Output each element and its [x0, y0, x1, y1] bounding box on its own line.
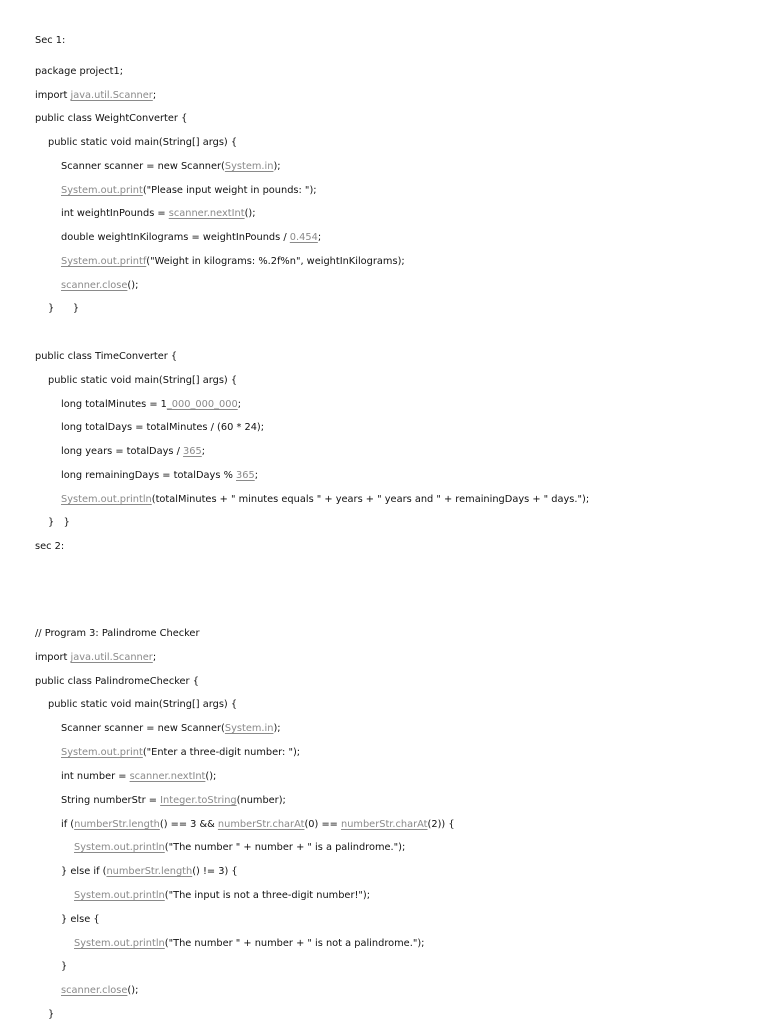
code-line	[35, 350, 177, 364]
code-line	[35, 65, 123, 79]
code-line	[61, 398, 241, 412]
code-line	[74, 889, 370, 903]
code-line	[35, 540, 64, 554]
code-line	[61, 231, 321, 245]
code-line	[61, 184, 317, 198]
code-text: long totalDays = totalMinutes / (60 * 24);	[61, 422, 265, 433]
code-text: public class WeightConverter {	[35, 113, 188, 124]
code-line	[74, 841, 405, 855]
code-link[interactable]: numberStr.charAt	[340, 819, 428, 830]
code-line	[61, 984, 138, 998]
code-link[interactable]: _000_000_000	[166, 399, 238, 410]
code-line	[61, 445, 205, 459]
code-link[interactable]: scanner.close	[61, 985, 128, 996]
code-link[interactable]: 365	[236, 470, 255, 481]
code-text: } else if (	[61, 866, 107, 877]
code-text: long remainingDays = totalDays %	[61, 470, 236, 481]
code-link[interactable]: numberStr.charAt	[217, 819, 305, 830]
code-link[interactable]: java.util.Scanner	[70, 90, 153, 101]
code-text: );	[273, 161, 281, 172]
code-line	[35, 112, 187, 126]
code-link[interactable]: System.out.println	[74, 842, 165, 853]
code-text: public class PalindromeChecker {	[35, 676, 199, 687]
code-link[interactable]: Integer.toString	[160, 795, 237, 806]
code-link[interactable]: 365	[183, 446, 202, 457]
code-text: (2)) {	[427, 819, 455, 830]
code-text: }	[48, 1009, 55, 1020]
code-link[interactable]: scanner.close	[61, 280, 128, 291]
code-link[interactable]: System.out.println	[74, 938, 165, 949]
code-text: long years = totalDays /	[61, 446, 184, 457]
code-link[interactable]: numberStr.length	[74, 819, 160, 830]
code-text: ();	[205, 771, 217, 782]
code-text: import	[35, 652, 71, 663]
code-text: ("Weight in kilograms: %.2f%n", weightInKilograms);	[146, 256, 405, 267]
code-line	[61, 469, 258, 483]
code-line	[35, 675, 199, 689]
code-line	[48, 374, 237, 388]
code-text: ("The number " + number + " is not a palindrome.");	[164, 938, 425, 949]
code-text: ("Enter a three-digit number: ");	[142, 747, 301, 758]
code-text: if (	[61, 819, 75, 830]
code-line	[61, 255, 405, 269]
code-text: Sec 1:	[35, 35, 66, 46]
code-line	[48, 698, 237, 712]
code-text: public static void main(String[] args) {	[48, 699, 238, 710]
code-line	[48, 516, 70, 530]
code-text: ;	[152, 90, 157, 101]
code-text: ;	[152, 652, 157, 663]
code-text: ;	[237, 399, 242, 410]
code-text: public class TimeConverter {	[35, 351, 178, 362]
code-link[interactable]: System.out.print	[61, 185, 143, 196]
code-line	[61, 913, 100, 927]
code-line	[61, 160, 281, 174]
code-line	[35, 89, 156, 103]
code-text: ;	[317, 232, 322, 243]
code-text: (0) ==	[304, 819, 341, 830]
code-text: }	[61, 961, 68, 972]
code-text: Scanner scanner = new Scanner(	[61, 161, 225, 172]
code-text: public static void main(String[] args) {	[48, 137, 238, 148]
code-text: ;	[201, 446, 206, 457]
code-line	[61, 207, 256, 221]
code-text: public static void main(String[] args) {	[48, 375, 238, 386]
code-text: );	[273, 723, 281, 734]
code-line	[48, 136, 237, 150]
code-line	[61, 960, 67, 974]
code-text: long totalMinutes = 1	[61, 399, 167, 410]
code-text: ();	[127, 280, 139, 291]
code-line	[35, 627, 200, 641]
code-line	[35, 34, 65, 48]
code-link[interactable]: scanner.nextInt	[129, 771, 206, 782]
code-link[interactable]: scanner.nextInt	[168, 208, 245, 219]
code-link[interactable]: numberStr.length	[106, 866, 193, 877]
code-text: import	[35, 90, 71, 101]
code-text: ("Please input weight in pounds: ");	[142, 185, 317, 196]
code-link[interactable]: System.in	[224, 723, 274, 734]
code-text: package project1;	[35, 66, 124, 77]
code-text: ("The input is not a three-digit number!");	[164, 890, 371, 901]
code-text: // Program 3: Palindrome Checker	[35, 628, 200, 639]
code-text: ();	[127, 985, 139, 996]
code-text: int weightInPounds =	[61, 208, 169, 219]
code-text: String numberStr =	[61, 795, 161, 806]
code-text: } }	[48, 303, 80, 314]
code-link[interactable]: 0.454	[289, 232, 318, 243]
code-text: () != 3) {	[192, 866, 238, 877]
code-text: int number =	[61, 771, 130, 782]
code-line	[61, 421, 264, 435]
code-text: Scanner scanner = new Scanner(	[61, 723, 225, 734]
code-text: } else {	[61, 914, 100, 925]
code-link[interactable]: System.in	[224, 161, 274, 172]
code-text: } }	[48, 517, 70, 528]
code-text: (number);	[236, 795, 286, 806]
code-text: ();	[244, 208, 256, 219]
code-text: (totalMinutes + " minutes equals " + years + " years and " + remainingDays + " days.");	[151, 494, 590, 505]
code-link[interactable]: System.out.println	[61, 494, 152, 505]
code-text: ;	[254, 470, 259, 481]
code-line	[61, 722, 281, 736]
code-text: sec 2:	[35, 541, 65, 552]
code-link[interactable]: System.out.println	[74, 890, 165, 901]
code-line	[61, 493, 589, 507]
code-link[interactable]: System.out.print	[61, 747, 143, 758]
code-line	[61, 818, 455, 832]
code-line	[35, 651, 156, 665]
code-line	[61, 865, 238, 879]
code-line	[48, 302, 79, 316]
code-line	[48, 1008, 54, 1022]
code-text: () == 3 &&	[159, 819, 218, 830]
code-text: double weightInKilograms = weightInPounds /	[61, 232, 290, 243]
code-line	[74, 937, 424, 951]
code-text: ("The number " + number + " is a palindrome.");	[164, 842, 406, 853]
code-line	[61, 746, 300, 760]
code-line	[61, 770, 216, 784]
code-link[interactable]: System.out.printf	[61, 256, 147, 267]
code-link[interactable]: java.util.Scanner	[70, 652, 153, 663]
code-line	[61, 794, 286, 808]
code-line	[61, 279, 138, 293]
